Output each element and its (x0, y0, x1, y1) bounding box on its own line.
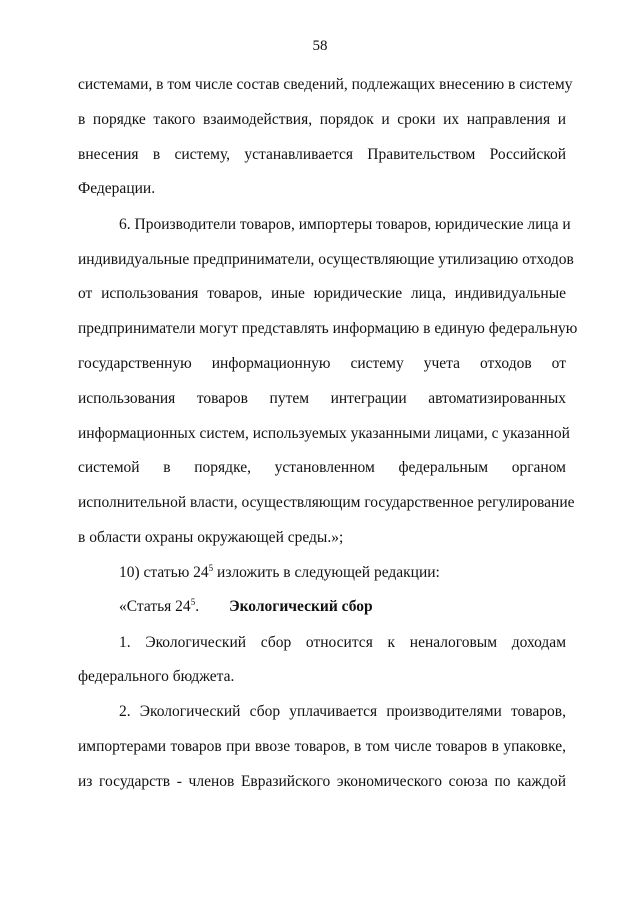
text-line: информационных систем, используемых указанными лицами, с указанной (78, 425, 570, 442)
text-line: от использования товаров, иные юридические лица, индивидуальные (78, 285, 566, 302)
text-line: импортерами товаров при ввозе товаров, в том числе товаров в упаковке, (78, 738, 566, 755)
amendment-superscript: 5 (208, 563, 214, 573)
text-line: 2. Экологический сбор уплачивается производителями товаров, (119, 703, 566, 720)
text-line: государственную информационную систему учета отходов от (78, 355, 566, 372)
amendment-line (119, 563, 566, 583)
text-line: системой в порядке, установленном федеральным органом (78, 459, 566, 476)
amendment-suffix: изложить в следующей редакции: (213, 564, 440, 581)
text-line: 6. Производители товаров, импортеры товаров, юридические лица и (119, 216, 571, 233)
article-superscript: 5 (190, 597, 196, 607)
text-line: системами, в том числе состав сведений, подлежащих внесению в систему (78, 76, 573, 93)
article-dot: . (195, 598, 200, 615)
text-line: федерального бюджета. (78, 668, 235, 685)
text-line: индивидуальные предприниматели, осуществляющие утилизацию отходов (78, 251, 574, 268)
text-line: 1. Экологический сбор относится к неналоговым доходам (119, 634, 566, 651)
article-heading (119, 597, 566, 617)
article-prefix: «Статья 24 (119, 598, 191, 615)
text-line: в порядке такого взаимодействия, порядок и сроки их направления и (78, 111, 566, 128)
text-line: из государств - членов Евразийского экономического союза по каждой (78, 773, 566, 790)
amendment-prefix: 10) статью 24 (119, 564, 209, 581)
text-line: в области охраны окружающей среды.»; (78, 529, 344, 546)
text-line: использования товаров путем интеграции автоматизированных (78, 390, 566, 407)
page-number: 58 (312, 38, 328, 54)
text-line: предприниматели могут представлять информацию в единую федеральную (78, 320, 578, 337)
text-line: исполнительной власти, осуществляющим государственное регулирование (78, 494, 575, 511)
text-line: Федерации. (78, 180, 156, 197)
text-line: внесения в систему, устанавливается Правительством Российской (78, 146, 566, 163)
article-title: Экологический сбор (229, 598, 373, 615)
